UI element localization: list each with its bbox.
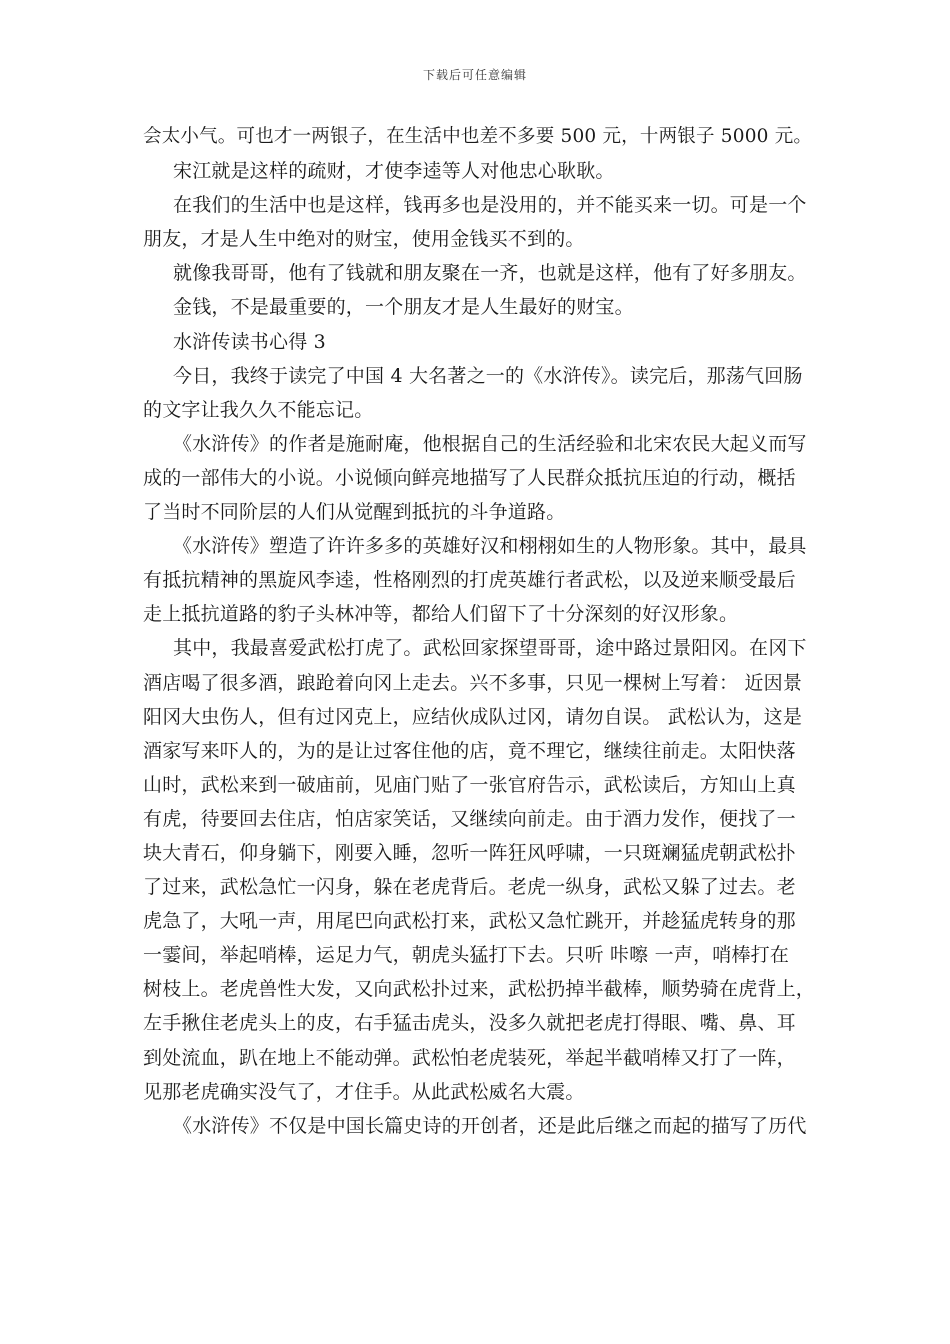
text-line: 有抵抗精神的黑旋风李逵，性格刚烈的打虎英雄行者武松，以及逆来顺受最后 [143,569,796,592]
text-line: 宋江就是这样的疏财，才使李逵等人对他忠心耿耿。 [173,160,615,183]
text-line: 山时，武松来到一破庙前，见庙门贴了一张官府告示，武松读后，方知山上真 [143,773,796,796]
text-line: 的文字让我久久不能忘记。 [143,398,374,421]
text-line: 水浒传读书心得 3 [173,330,326,353]
text-line: 其中，我最喜爱武松打虎了。武松回家探望哥哥，途中路过景阳冈。在冈下 [173,637,807,660]
text-line: 《水浒传》的作者是施耐庵，他根据自己的生活经验和北宋农民大起义而写 [173,432,807,455]
text-line: 就像我哥哥，他有了钱就和朋友聚在一齐，也就是这样，他有了好多朋友。 [173,262,807,285]
text-line: 金钱，不是最重要的，一个朋友才是人生最好的财宝。 [173,296,634,319]
text-line: 成的一部伟大的小说。小说倾向鲜亮地描写了人民群众抵抗压迫的行动，概括 [143,466,796,489]
document-body [143,120,815,1143]
text-line: 今日，我终于读完了中国 4 大名著之一的《水浒传》。读完后，那荡气回肠 [173,364,803,387]
page-header: 下载后可任意编辑 [422,68,527,82]
text-line: 了当时不同阶层的人们从觉醒到抵抗的斗争道路。 [143,501,566,524]
text-line: 在我们的生活中也是这样，钱再多也是没用的，并不能买来一切。可是一个 [173,194,807,217]
text-line: 一霎间，举起哨棒，运足力气，朝虎头猛打下去。只听 咔嚓 一声，哨棒打在 [143,944,790,967]
text-line: 《水浒传》塑造了许许多多的英雄好汉和栩栩如生的人物形象。其中，最具 [173,535,807,558]
text-line: 酒店喝了很多酒，踉跄着向冈上走去。兴不多事，只见一棵树上写着： 近因景 [143,671,803,694]
text-line: 了过来，武松急忙一闪身，躲在老虎背后。老虎一纵身，武松又躲了过去。老 [143,876,796,899]
text-line: 朋友，才是人生中绝对的财宝，使用金钱买不到的。 [143,228,585,251]
text-line: 走上抵抗道路的豹子头林冲等，都给人们留下了十分深刻的好汉形象。 [143,603,739,626]
text-line: 有虎，待要回去住店，怕店家笑话，又继续向前走。由于酒力发作，便找了一 [143,807,796,830]
text-line: 《水浒传》不仅是中国长篇史诗的开创者，还是此后继之而起的描写了历代 [173,1114,807,1137]
text-line: 酒家写来吓人的，为的是让过客住他的店，竟不理它，继续往前走。太阳快落 [143,739,796,762]
text-line: 见那老虎确实没气了，才住手。从此武松威名大震。 [143,1080,585,1103]
text-line: 左手揪住老虎头上的皮，右手猛击虎头，没多久就把老虎打得眼、嘴、鼻、耳 [143,1012,796,1035]
text-line: 树枝上。老虎兽性大发，又向武松扑过来，武松扔掉半截棒，顺势骑在虎背上， [143,978,816,1001]
text-line: 到处流血，趴在地上不能动弹。武松怕老虎装死，举起半截哨棒又打了一阵， [143,1046,796,1069]
text-line: 阳冈大虫伤人，但有过冈克上，应结伙成队过冈，请勿自误。 武松认为，这是 [143,705,803,728]
text-line: 虎急了，大吼一声，用尾巴向武松打来，武松又急忙跳开，并趁猛虎转身的那 [143,910,796,933]
text-line: 会太小气。可也才一两银子，在生活中也差不多要 500 元，十两银子 5000 元。 [143,126,813,147]
text-line: 块大青石，仰身躺下，刚要入睡，忽听一阵狂风呼啸，一只斑斓猛虎朝武松扑 [143,841,796,864]
